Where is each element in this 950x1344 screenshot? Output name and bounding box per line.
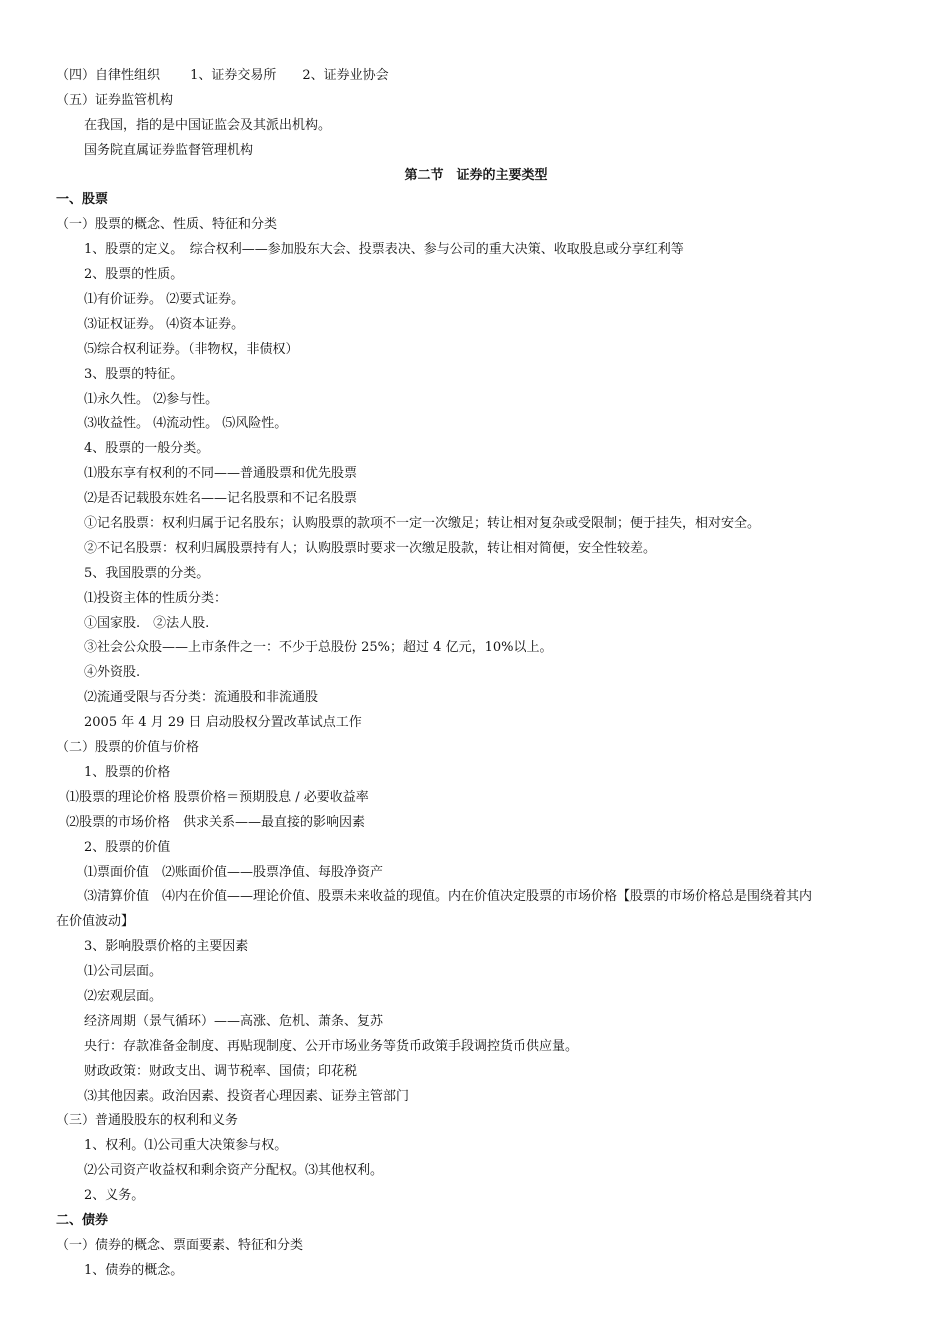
text-line: ⑶其他因素。政治因素、投资者心理因素、证券主管部门 <box>84 1088 410 1104</box>
text-line: ⑸综合权利证券。（非物权，非债权） <box>84 341 299 357</box>
text-line: ④外资股. <box>84 665 141 681</box>
text-line: 在价值波动】 <box>56 914 135 930</box>
text-line: ⑵是否记载股东姓名——记名股票和不记名股票 <box>84 491 358 507</box>
heading-stocks: 一、股票 <box>56 192 109 208</box>
text-line: ⑶证权证券。 ⑷资本证券。 <box>84 316 245 332</box>
text-line: 经济周期（景气循环）——高涨、危机、萧条、复苏 <box>84 1013 384 1029</box>
subheading: （一）债券的概念、票面要素、特征和分类 <box>56 1237 304 1253</box>
heading-bonds: 二、债券 <box>56 1212 109 1228</box>
text-line: 5、我国股票的分类。 <box>84 565 210 581</box>
text-line: ⑴公司层面。 <box>84 964 163 980</box>
text-line: ⑴永久性。 ⑵参与性。 <box>84 391 219 407</box>
text-line: ②不记名股票：权利归属股票持有人；认购股票时要求一次缴足股款，转让相对简便，安全性较差。 <box>84 540 657 556</box>
text-line: 央行：存款准备金制度、再贴现制度、公开市场业务等货币政策手段调控货币供应量。 <box>84 1038 579 1054</box>
text-line: ⑴股东享有权利的不同——普通股票和优先股票 <box>84 466 358 482</box>
subheading: （二）股票的价值与价格 <box>56 740 200 756</box>
text-line: 1、债券的概念。 <box>84 1262 184 1278</box>
text-line: 1、股票的定义。 综合权利——参加股东大会、投票表决、参与公司的重大决策、收取股息或分享红利等 <box>84 242 684 258</box>
text-line: ⑵流通受限与否分类：流通股和非流通股 <box>84 690 319 706</box>
text-line: 2、股票的价值 <box>84 839 171 855</box>
text-line: （四）自律性组织 1、证券交易所 2、证券业协会 <box>56 68 389 83</box>
text-line: 2、义务。 <box>84 1188 145 1204</box>
text-line: （五）证券监管机构 <box>56 92 174 108</box>
text-line: ⑵宏观层面。 <box>84 988 163 1004</box>
text-line: 4、股票的一般分类。 <box>84 441 210 457</box>
text-line: 1、权利。⑴公司重大决策参与权。 <box>84 1138 288 1154</box>
subheading: （三）普通股股东的权利和义务 <box>56 1113 239 1129</box>
text-line: ⑴票面价值 ⑵账面价值——股票净值、每股净资产 <box>84 864 384 880</box>
text-line: 2005 年 4 月 29 日 启动股权分置改革试点工作 <box>84 715 362 731</box>
text-line: ⑵公司资产收益权和剩余资产分配权。⑶其他权利。 <box>84 1163 384 1179</box>
text-line: 在我国，指的是中国证监会及其派出机构。 <box>84 117 332 133</box>
text-line: 2、股票的性质。 <box>84 267 184 283</box>
text-line: 3、影响股票价格的主要因素 <box>84 939 249 955</box>
text-line: ①国家股. ②法人股. <box>84 615 210 631</box>
text-line: ⑴有价证券。 ⑵要式证券。 <box>84 292 245 308</box>
text-line: 3、股票的特征。 <box>84 366 184 382</box>
text-line: ⑶收益性。 ⑷流动性。 ⑸风险性。 <box>84 416 288 432</box>
text-line: ⑶清算价值 ⑷内在价值——理论价值、股票未来收益的现值。内在价值决定股票的市场价格【股票的市场价格总是围绕着其内 <box>84 889 813 905</box>
subheading: （一）股票的概念、性质、特征和分类 <box>56 217 278 233</box>
text-line: ③社会公众股——上市条件之一：不少于总股份 25%；超过 4 亿元，10%以上。 <box>84 640 553 656</box>
section-title: 第二节 证券的主要类型 <box>404 167 548 183</box>
document-body <box>56 64 896 1284</box>
text-line: ⑵股票的市场价格 供求关系——最直接的影响因素 <box>66 814 366 830</box>
text-line: 1、股票的价格 <box>84 764 171 780</box>
text-line: ①记名股票：权利归属于记名股东；认购股票的款项不一定一次缴足；转让相对复杂或受限制；便于挂失，相对安全。 <box>84 516 761 532</box>
text-line: ⑴投资主体的性质分类： <box>84 590 228 606</box>
text-line: 国务院直属证券监督管理机构 <box>84 142 254 158</box>
text-line: 财政政策：财政支出、调节税率、国债；印花税 <box>84 1063 358 1079</box>
text-line: ⑴股票的理论价格 股票价格＝预期股息 / 必要收益率 <box>66 789 369 805</box>
